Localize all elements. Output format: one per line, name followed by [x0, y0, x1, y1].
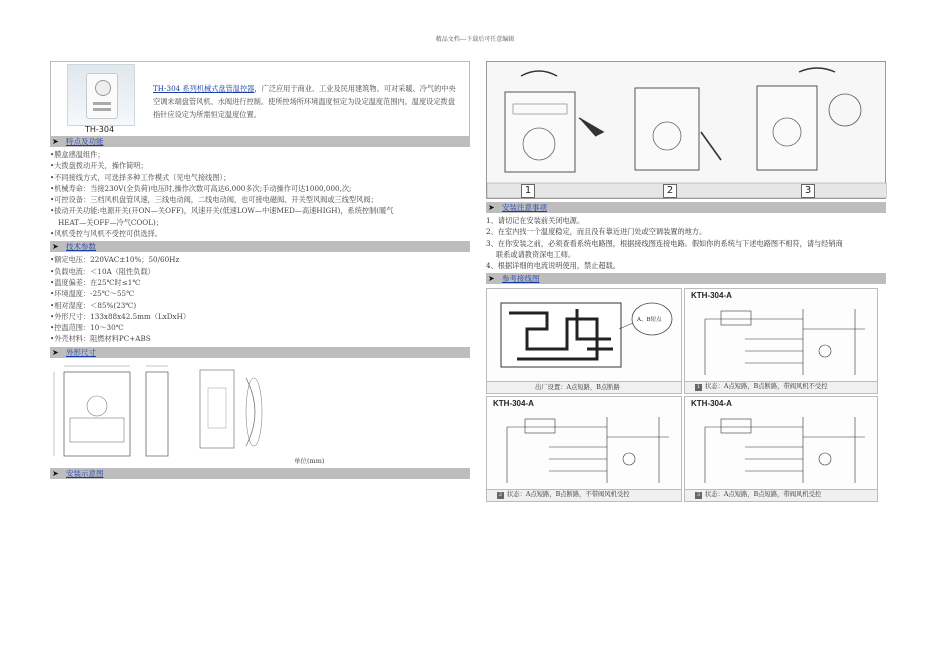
document-header-note: 精品文档---下载后可任意编辑 [435, 36, 515, 43]
install-step-number: 3 [801, 184, 815, 198]
install-step-number: 2 [663, 184, 677, 198]
list-item: 1、请切记在安装前关闭电源。 [486, 216, 585, 225]
product-link[interactable]: TH-304 系列机械式盘管温控器 [153, 84, 255, 93]
right-arrow-icon: ➤ [488, 274, 495, 284]
list-item: 2、在室内找一个温度稳定，而且没有靠近进门处或空调装置的地方。 [486, 227, 707, 237]
dimension-drawing [50, 358, 470, 468]
section-title[interactable]: 特点及功能 [66, 137, 104, 146]
wiring-caption: 出厂设置：A点短路，B点断路 [535, 384, 620, 392]
list-item: •可控设备：三档风机盘管风速，三线电动阀，二线电动阀，也可接电磁阀、开关型风阀或三线型风阀； [50, 195, 378, 205]
list-item: 3、在你安装之前，必须查看系统电路图，根据接线图连接电路。假如你的系统与下述电路图不相符，请与经销商 [486, 238, 843, 248]
wiring-model-title: KTH-304-A [691, 291, 732, 301]
install-step-number: 1 [521, 184, 535, 198]
wiring-caption: 状态：A点短路，B点短路，带阀风机受控 [705, 491, 822, 499]
switch-slider-icon [93, 102, 111, 105]
list-item: •膜盒感温组件； [50, 150, 105, 159]
specs-list [50, 254, 470, 344]
list-item: •控温范围：10～30℃ [50, 323, 124, 333]
list-item: •拔动开关功能:电源开关(开ON—关OFF)，风速开关(低速LOW—中速MED—高速HIGH)，系统控制(暖气 [50, 206, 394, 216]
wiring-schematic-svg [685, 397, 877, 489]
list-item: •外形尺寸：133x88x42.5mm（LxDxH） [50, 311, 191, 321]
product-photo [67, 64, 135, 126]
section-header-features [50, 136, 470, 147]
product-description-text: ，广泛应用于商业、工业及民用建筑物。可对采暖、冷气的中央空调末端盘管风机、水阀进行控制。使所控场所环境温度恒定为设定温度范围内。温度设定拨盘指针应设定为所需恒定温度位置。 [153, 84, 456, 119]
list-item: •大拨盘拨动开关，操作简明； [50, 161, 148, 171]
callout-label: A、B短点 [637, 317, 662, 324]
list-item: 4、根据详细的电流说明使用，禁止超载。 [486, 261, 620, 271]
right-arrow-icon: ➤ [488, 203, 495, 212]
left-column [50, 61, 470, 479]
wiring-caption: 状态：A点短路，B点断路，带阀风机不受控 [705, 383, 828, 391]
section-header-notes [486, 202, 886, 213]
dial-knob-icon [95, 80, 111, 96]
wiring-panel-3 [684, 396, 878, 502]
wiring-panel-1 [684, 288, 878, 394]
notes-list [486, 215, 886, 271]
section-title[interactable]: 安装注意事项 [502, 203, 547, 212]
list-item: •风机受控与风机不受控可供选择。 [50, 229, 163, 239]
list-item: •额定电压：220VAC±10%；50/60Hz [50, 255, 180, 265]
diagram-number: 1 [696, 384, 701, 391]
product-description [153, 82, 461, 121]
install-steps-svg [487, 62, 887, 198]
section-header-specs [50, 241, 470, 252]
section-header-dimensions [50, 347, 470, 358]
dimension-drawing-svg [50, 358, 350, 458]
diagram-number: 3 [696, 492, 701, 499]
right-column [486, 61, 886, 499]
right-arrow-icon: ➤ [52, 137, 59, 146]
section-title[interactable]: 参考接线图 [502, 274, 540, 284]
product-model-label: TH-304 [85, 125, 115, 134]
list-item: 联系或请教资深电工师。 [496, 249, 576, 259]
unit-label: 单位(mm) [294, 456, 325, 465]
diagram-number: 2 [498, 492, 503, 499]
right-arrow-icon: ➤ [52, 347, 59, 357]
wiring-schematic-svg [685, 289, 877, 381]
section-title[interactable]: 技术参数 [66, 242, 96, 252]
install-steps-diagram [486, 61, 886, 199]
section-header-install-diagram [50, 468, 470, 479]
wiring-panel-factory [486, 288, 682, 394]
wiring-panel-2 [486, 396, 682, 502]
list-item: •外壳材料：阻燃材料PC+ABS [50, 334, 151, 344]
product-intro [50, 61, 470, 136]
wiring-model-title: KTH-304-A [691, 399, 732, 409]
features-list [50, 149, 470, 239]
wiring-diagrams [486, 286, 886, 499]
right-arrow-icon: ➤ [52, 468, 59, 478]
circuit-board-svg [487, 289, 681, 381]
section-title[interactable]: 安装示意图 [66, 468, 104, 478]
wiring-caption: 状态：A点短路，B点断路，不带阀风机受控 [507, 491, 630, 499]
list-item: •机械寿命：当接230V(全负荷)电压时,操作次数可高达6,000多次;手动操作可达1000,000,次; [50, 183, 352, 193]
wiring-schematic-svg [487, 397, 681, 489]
switch-slider-icon [93, 108, 111, 111]
list-item: •负载电流：＜10A（阻性负载） [50, 266, 155, 276]
thermostat-image [86, 73, 118, 119]
wiring-model-title: KTH-304-A [493, 399, 534, 409]
list-item: •温度偏差：在25℃时≤1℃ [50, 277, 141, 287]
list-item: HEAT—关OFF—冷气COOL)； [58, 217, 163, 227]
section-header-wiring [486, 273, 886, 284]
list-item: •相对湿度：＜85%(23℃) [50, 300, 137, 310]
right-arrow-icon: ➤ [52, 242, 59, 252]
section-title[interactable]: 外形尺寸 [66, 347, 96, 357]
list-item: •不同接线方式，可选择多种工作模式（见电气接线图）； [50, 172, 231, 182]
list-item: •环境温度：-25℃～55℃ [50, 289, 135, 299]
